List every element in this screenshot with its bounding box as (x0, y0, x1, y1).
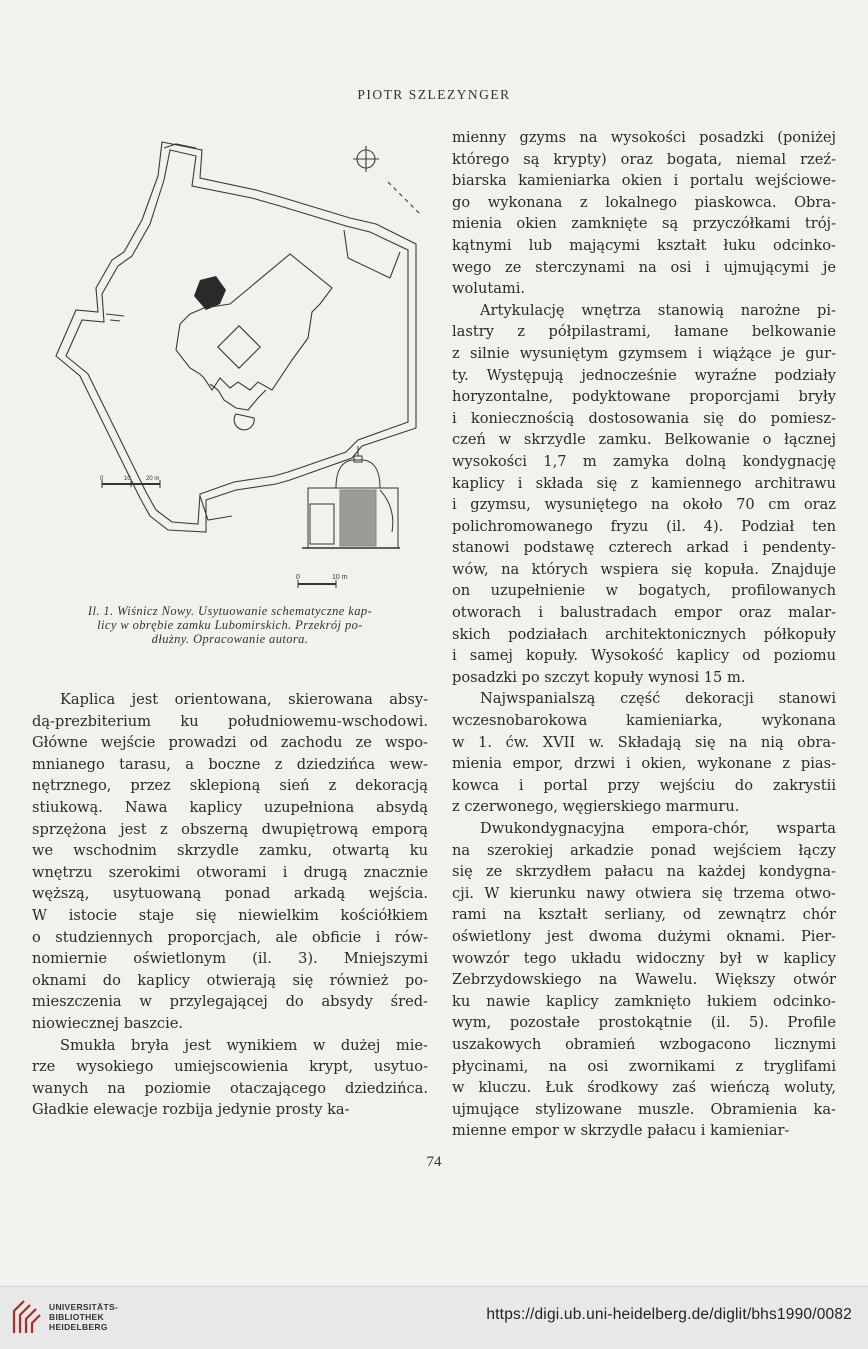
text-line: polichromowanego fryzu (il. 4). Podział ten (452, 517, 836, 535)
text-line: kaplicy i składa się z kamiennego architrawu (452, 474, 836, 492)
text-line: płycinami, na osi zwornikami z tryglifami (452, 1057, 836, 1075)
text-line: dą-prezbiterium ku południowemu-wschodowi. (32, 712, 428, 730)
text-line: z silnie wysuniętym gzymsem i wiążące je gur- (452, 344, 836, 362)
paragraph (32, 689, 428, 1035)
text-line: wolutami. (452, 280, 526, 298)
scale-plan-label-0: 0 (100, 476, 104, 482)
text-line: go wykonana z lokalnego piaskowca. Obra- (452, 193, 836, 211)
text-line: o studziennych proporcjach, ale obficie i rów- (32, 928, 428, 946)
text-line: Gładkie elewacje rozbija jedynie prosty ka- (32, 1101, 350, 1119)
text-line: biarska kamieniarka okien i portalu wejściowe- (452, 172, 836, 190)
text-line: wowzór tego układu widoczny był w kaplicy (452, 949, 836, 967)
paragraph (32, 1035, 428, 1121)
text-line: i gzymsu, wysuniętego na około 70 cm oraz (452, 496, 836, 514)
paragraph (452, 688, 836, 818)
castle-inner-building (176, 254, 332, 390)
text-line: i koniecznością dostosowania się do pomiesz- (452, 409, 836, 427)
tower-apse (234, 414, 254, 430)
text-line: rze wysokiego umiejscowienia krypt, usytuo- (32, 1058, 428, 1076)
castle-plan-drawing (40, 128, 432, 598)
text-line: W istocie staje się niewielkim kościółkiem (32, 906, 428, 924)
text-line: i samej kopuły. Wysokość kaplicy od poziomu (452, 647, 836, 665)
text-line: mienia empor, drzwi i okien, wykonane z pias- (452, 755, 836, 773)
figure-caption (32, 604, 428, 646)
text-line: mienne empor w skrzydle pałacu i kamieniar- (452, 1122, 790, 1140)
text-line: Kaplica jest orientowana, skierowana absy- (60, 691, 428, 708)
text-line: on uzupełnienie w bogatych, profilowanych (452, 582, 836, 600)
scale-section-label-10: 10 m (332, 574, 348, 581)
text-line: czeń w skrzydle zamku. Belkowanie o łącznej (452, 431, 836, 449)
text-line: w 1. ćw. XVII w. Składają się na nią obra- (452, 733, 836, 751)
text-line: wnętrzu szerokimi otworami i drugą znacznie (32, 863, 428, 881)
text-line: horyzontalne, podyktowane proporcjami bryły (452, 388, 836, 406)
text-line: nętrznego, przez sklepioną sień z dekoracją (32, 777, 428, 795)
text-line: Główne wejście prowadzi od zachodu ze wspo- (32, 734, 428, 752)
text-line: w kluczu. Łuk środkowy zaś wieńczą woluty, (452, 1079, 836, 1097)
text-line: wysokości 1,7 m zamyka dolną kondygnację (452, 452, 836, 470)
caption-line: Il. 1. Wiśnicz Nowy. Usytuowanie schematyczne kap- (87, 604, 373, 618)
text-line: kowca i portal przy wejściu do zakrystii (452, 776, 836, 794)
text-line: mieszczenia w przylegającej do absydy śred- (32, 993, 428, 1011)
text-line: Zebrzydowskiego na Wawelu. Większy otwór (452, 971, 836, 989)
caption-line: dłużny. Opracowanie autora. (151, 632, 309, 646)
text-line: cji. W kierunku nawy otwiera się trzema otwo- (452, 884, 836, 902)
text-line: lastry z półpilastrami, łamane belkowanie (452, 323, 836, 341)
running-header: PIOTR SZLEZYNGER (357, 87, 511, 102)
courtyard-square (218, 326, 260, 368)
text-line: ujmujące stylizowane muszle. Obramienia ka- (452, 1100, 836, 1118)
scale-section-label-0: 0 (296, 574, 300, 581)
figure-castle-plan (40, 128, 432, 598)
text-line: Smukła bryła jest wynikiem w dużej mie- (60, 1036, 428, 1054)
text-line: mienia okien zamknięte są przyczółkami trój- (452, 215, 836, 233)
caption-line: licy w obrębie zamku Lubomirskich. Przekrój po- (97, 618, 363, 632)
text-line: we wschodnim skrzydle zamku, otwartą ku (32, 842, 428, 860)
paragraph (452, 300, 836, 689)
text-line: którego są krypty) oraz bogata, niemal rzeź- (452, 150, 836, 168)
text-line: wanych na poziomie otaczającego dziedzińca. (32, 1079, 428, 1097)
outer-fortification-wall (56, 142, 416, 532)
university-library-logo-icon[interactable] (10, 1295, 44, 1339)
text-line: Najwspanialszą część dekoracji stanowi (480, 690, 836, 708)
text-line: stiukową. Nawa kaplicy uzupełniona absydą (32, 798, 428, 816)
library-name-line: UNIVERSITÄTS- (49, 1302, 119, 1312)
text-line: sprzężona jest z obszerną dwupiętrową emporą (32, 820, 428, 838)
viewer-footer (0, 1286, 868, 1349)
permalink-url[interactable]: https://digi.ub.uni-heidelberg.de/diglit/bhs1990/0082 (486, 1306, 852, 1323)
text-line: uszakowych obramień wzbogacono licznymi (452, 1035, 836, 1053)
paragraph (452, 818, 836, 1142)
scale-plan-label-20: 20 m (146, 476, 160, 482)
text-line: mnianego tarasu, a boczne z dziedzińca wew- (32, 755, 428, 773)
left-column (32, 689, 428, 1121)
inner-fortification-wall (66, 150, 408, 524)
text-line: otworach i balustradach empor oraz malar- (452, 604, 836, 622)
text-line: wczesnobarokowa kamieniarka, wykonana (452, 712, 836, 730)
text-line: oknami do kaplicy otwierają się również po- (32, 971, 428, 989)
paragraph (452, 127, 836, 300)
text-line: stanowi podstawę czterech arkad i pendenty- (452, 539, 836, 557)
library-name-line: BIBLIOTHEK (49, 1312, 104, 1322)
text-line: wym, pozostałe prostokątnie (il. 5). Profile (452, 1014, 836, 1032)
text-line: nomiernie oświetlonym (il. 3). Mniejszymi (32, 950, 428, 968)
text-line: mienny gzyms na wysokości posadzki (poniżej (452, 129, 836, 146)
text-line: posadzki po szczyt kopuły wynosi 15 m. (452, 668, 746, 686)
library-name[interactable] (49, 1302, 118, 1332)
text-line: rami na kształt serliany, od zewnątrz chór (452, 906, 836, 924)
text-line: Dwukondygnacyjna empora-chór, wsparta (480, 820, 836, 837)
right-column (452, 127, 836, 1142)
text-line: węższą, usytuowaną ponad arkadą wejścia. (32, 885, 428, 903)
text-line: z czerwonego, węgierskiego marmuru. (452, 798, 740, 816)
text-line: niowiecznej baszcie. (32, 1014, 184, 1032)
scale-bar-section (298, 580, 336, 588)
text-line: kątnymi lub mającymi kształt łuku odcinko- (452, 236, 836, 254)
text-line: ku nawie kaplicy zamknięto łukiem odcinko- (452, 992, 836, 1010)
dashed-line (388, 182, 420, 214)
page-number: 74 (426, 1154, 442, 1170)
text-line: się ze skrzydłem pałacu na każdej kondygna- (452, 863, 836, 881)
text-line: wego ze sterczynami na osi i ujmującymi je (452, 258, 836, 276)
library-name-line: HEIDELBERG (49, 1322, 108, 1332)
text-line: skich podziałach architektonicznych półkopuły (452, 625, 836, 643)
chapel-section-drawing (302, 446, 400, 548)
text-line: Artykulację wnętrza stanowią narożne pi- (480, 301, 836, 319)
text-line: oświetlony jest dwoma dużymi oknami. Pier- (452, 927, 836, 945)
scale-plan-label-10: 10 (124, 476, 131, 482)
text-line: na szerokiej arkadzie ponad wejściem łączy (452, 841, 836, 859)
text-line: wów, na których wspiera się kopuła. Znajduje (452, 560, 836, 578)
text-line: ty. Występują jednocześnie wyraźne podziały (452, 366, 836, 384)
